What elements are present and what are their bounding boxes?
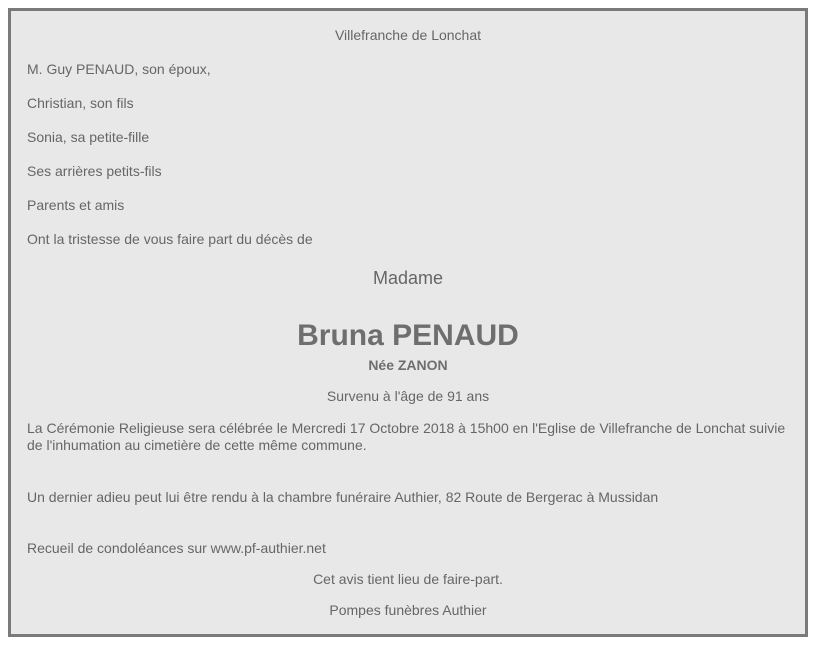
obituary-notice xyxy=(8,8,808,637)
announcement-line: Ont la tristesse de vous faire part du décès de xyxy=(27,231,313,247)
deceased-name: Bruna PENAUD xyxy=(297,319,519,352)
deceased-maiden-name: Née ZANON xyxy=(368,357,448,373)
ceremony-details: La Cérémonie Religieuse sera célébrée le Mercredi 17 Octobre 2018 à 15h00 en l'Eglise de Villefranche de Lonchat suivie de l'inhumation au cimetière de cette même commune. xyxy=(27,420,786,453)
condolences-details: Recueil de condoléances sur www.pf-authier.net xyxy=(27,540,326,556)
location-heading: Villefranche de Lonchat xyxy=(334,27,482,43)
deceased-age: Survenu à l'âge de 91 ans xyxy=(326,388,490,404)
family-line-great-grandchildren: Ses arrières petits-fils xyxy=(27,163,162,179)
family-line-son: Christian, son fils xyxy=(27,95,134,111)
family-line-husband: M. Guy PENAUD, son époux, xyxy=(27,61,211,77)
deceased-title: Madame xyxy=(372,268,444,288)
notice-text: Cet avis tient lieu de faire-part. xyxy=(313,571,503,587)
farewell-details: Un dernier adieu peut lui être rendu à la chambre funéraire Authier, 82 Route de Bergerac à Mussidan xyxy=(27,489,659,505)
family-line-granddaughter: Sonia, sa petite-fille xyxy=(27,129,150,145)
family-line-relatives: Parents et amis xyxy=(27,197,125,213)
funeral-home-signature: Pompes funèbres Authier xyxy=(329,602,487,618)
